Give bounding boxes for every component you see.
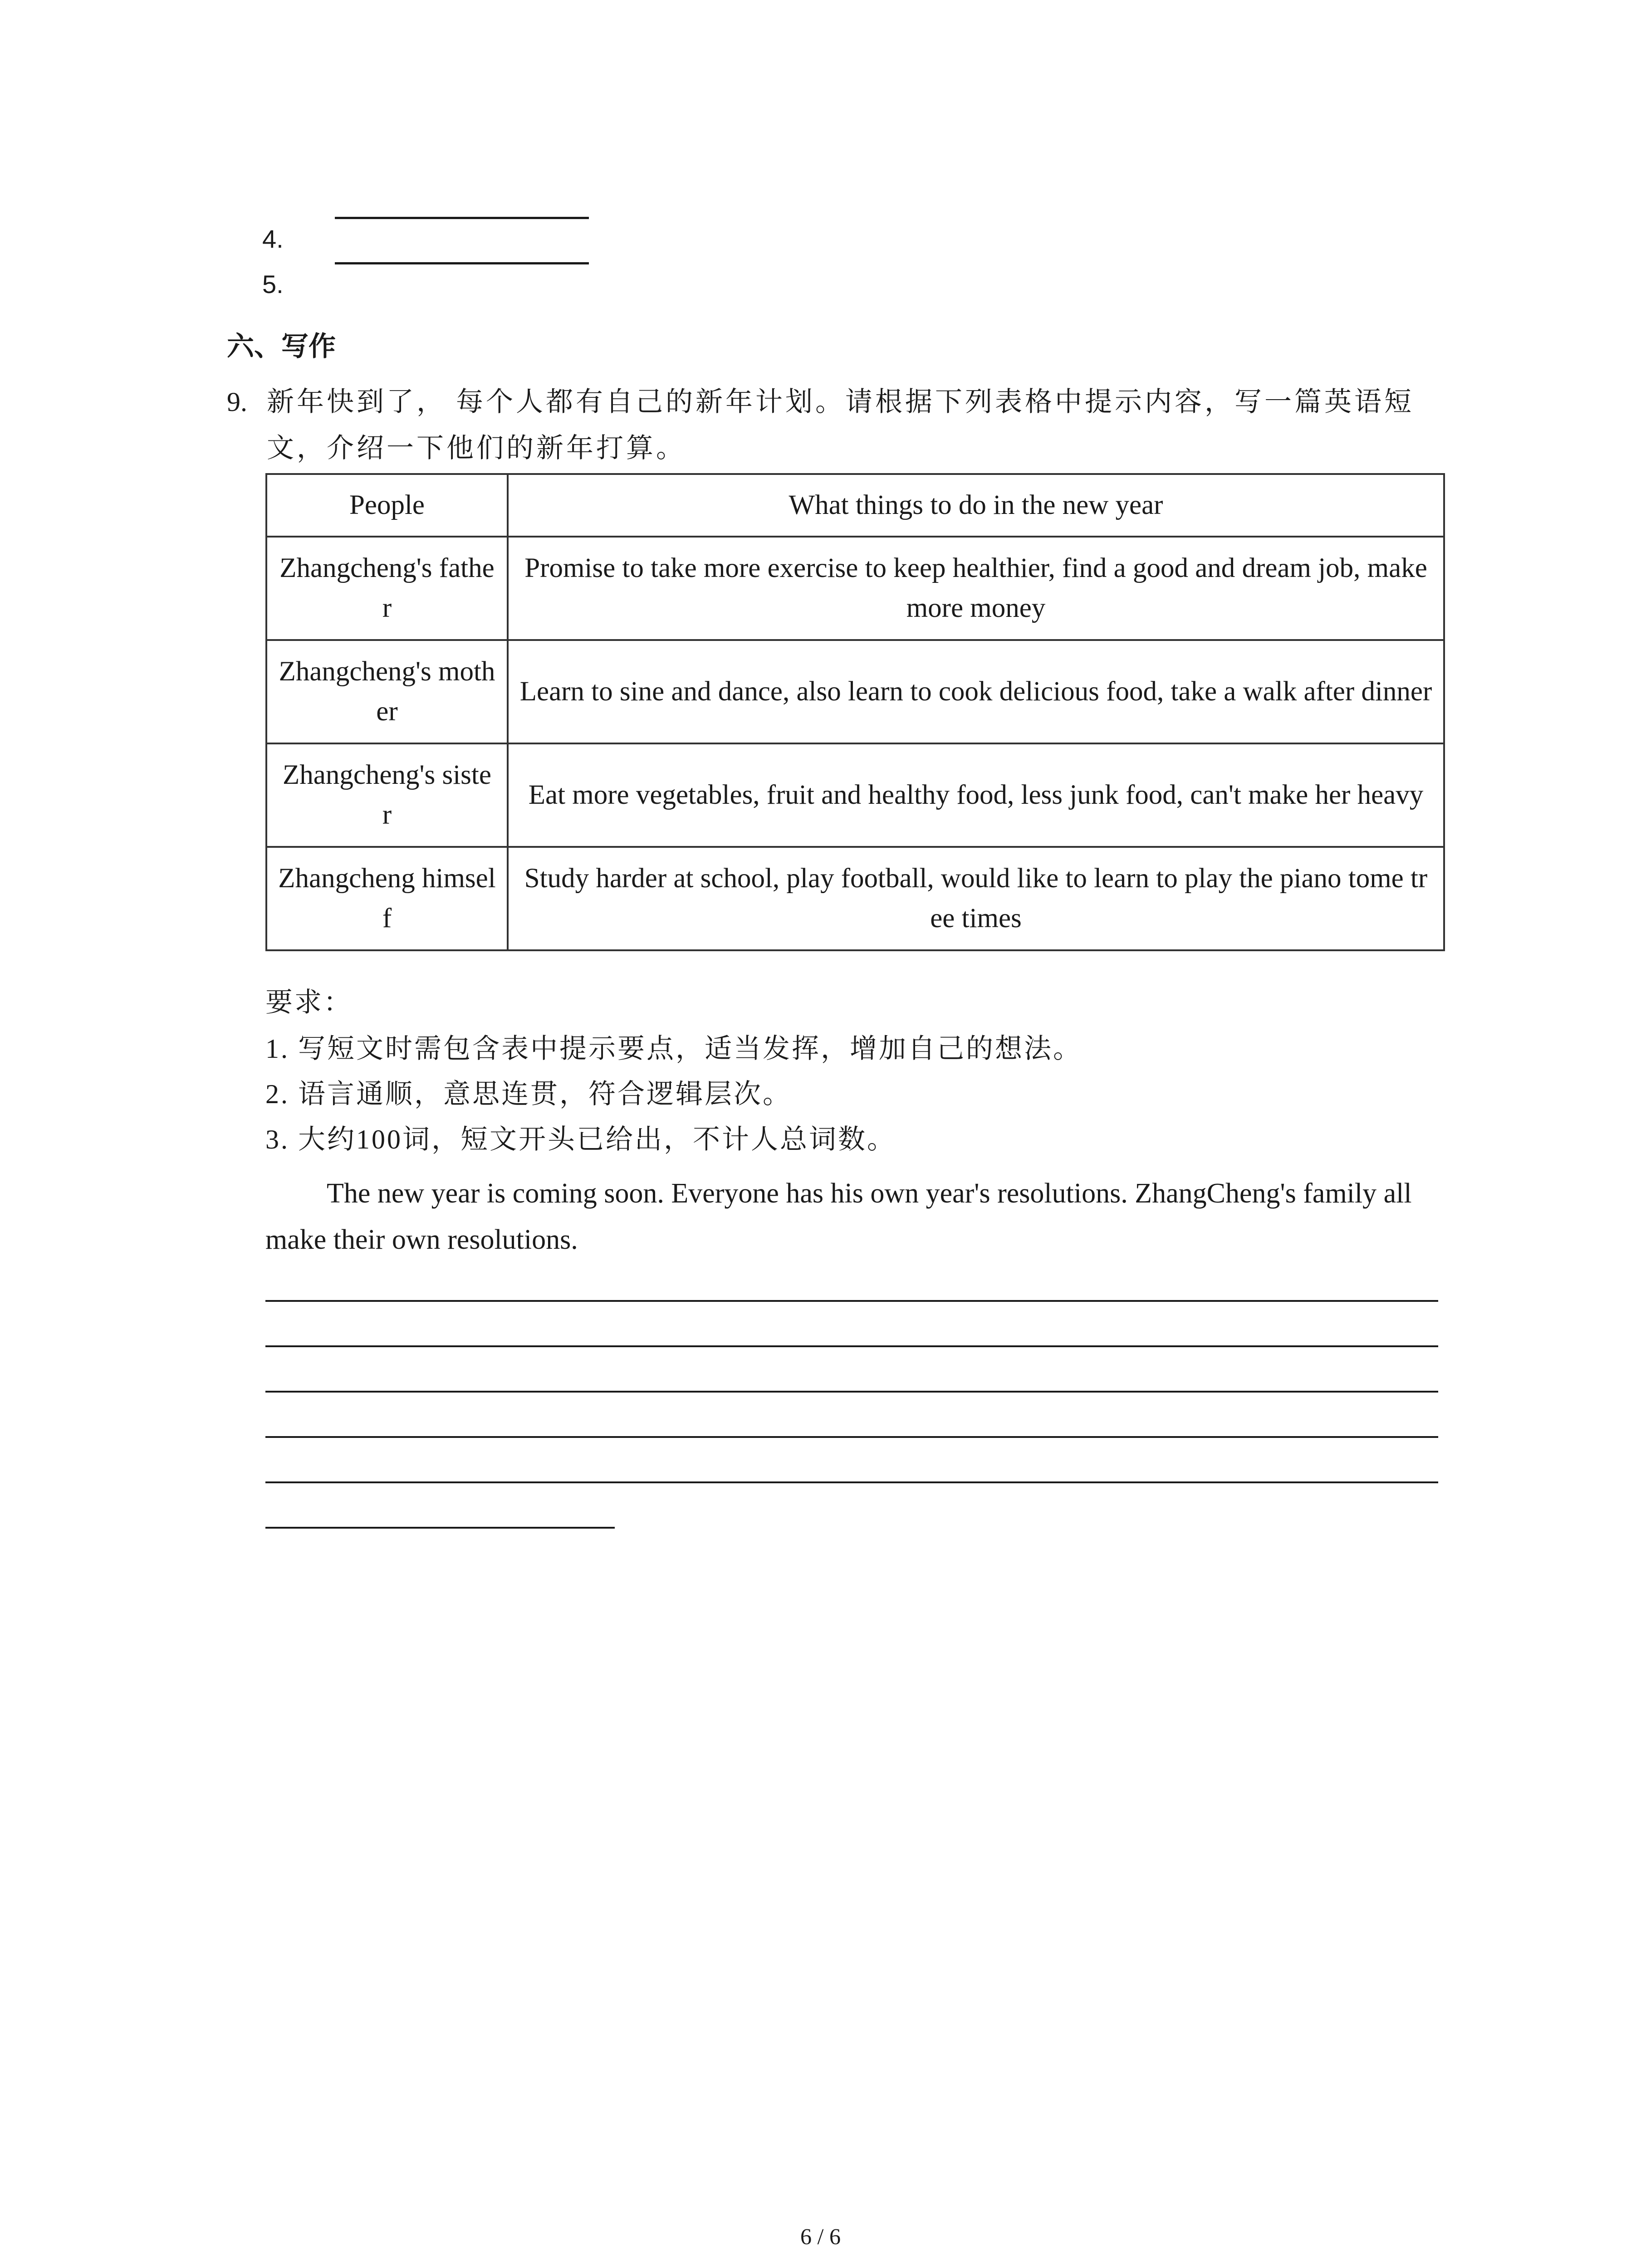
table-row [266, 847, 1444, 950]
answer-blank-5[interactable] [335, 262, 589, 264]
table-header-things: What things to do in the new year [508, 474, 1444, 537]
writing-line[interactable] [265, 1345, 1438, 1347]
table-cell-person: Zhangcheng's sister [266, 743, 508, 847]
table-row [266, 537, 1444, 640]
table-row [266, 640, 1444, 743]
table-cell-person: Zhangcheng's father [266, 537, 508, 640]
requirements-title: 要求： [265, 987, 353, 1017]
writing-line[interactable] [265, 1481, 1438, 1483]
table-cell-plans: Promise to take more exercise to keep healthier, find a good and dream job, make more money [508, 537, 1444, 640]
answer-item-4-number: 4. [262, 225, 284, 253]
essay-opening: The new year is coming soon. Everyone has his own year's resolutions. ZhangCheng's family all make their own resolutions. [265, 1178, 1412, 1255]
requirement-2: 2. 语言通顺，意思连贯，符合逻辑层次。 [265, 1079, 792, 1109]
table-cell-plans: Study harder at school, play football, would like to learn to play the piano tome tree times [508, 847, 1444, 950]
question-9 [227, 379, 1443, 471]
table-cell-person: Zhangcheng himself [266, 847, 508, 950]
writing-line[interactable] [265, 1436, 1438, 1438]
table-cell-plans: Eat more vegetables, fruit and healthy food, less junk food, can't make her heavy [508, 743, 1444, 847]
table-header-row [266, 474, 1444, 537]
answer-blank-4[interactable] [335, 217, 589, 219]
table-cell-person: Zhangcheng's mother [266, 640, 508, 743]
answer-item-5-number: 5. [262, 270, 284, 298]
resolutions-table [265, 473, 1445, 951]
table-header-people: People [266, 474, 508, 537]
writing-line[interactable] [265, 1391, 1438, 1393]
requirement-3: 3. 大约100词，短文开头已给出，不计人总词数。 [265, 1124, 896, 1154]
table-cell-plans: Learn to sine and dance, also learn to cook delicious food, take a walk after dinner [508, 640, 1444, 743]
table-row [266, 743, 1444, 847]
requirement-1: 1. 写短文时需包含表中提示要点，适当发挥，增加自己的想法。 [265, 1034, 1082, 1064]
writing-line[interactable] [265, 1300, 1438, 1302]
question-prompt: 新年快到了， 每个人都有自己的新年计划。请根据下列表格中提示内容，写一篇英语短文，介绍一下他们的新年打算。 [267, 387, 1414, 463]
page-number: 6 / 6 [800, 2224, 841, 2249]
question-number: 9. [227, 387, 247, 417]
writing-line-last[interactable] [265, 1527, 615, 1529]
section-title: 六、写作 [227, 331, 336, 362]
